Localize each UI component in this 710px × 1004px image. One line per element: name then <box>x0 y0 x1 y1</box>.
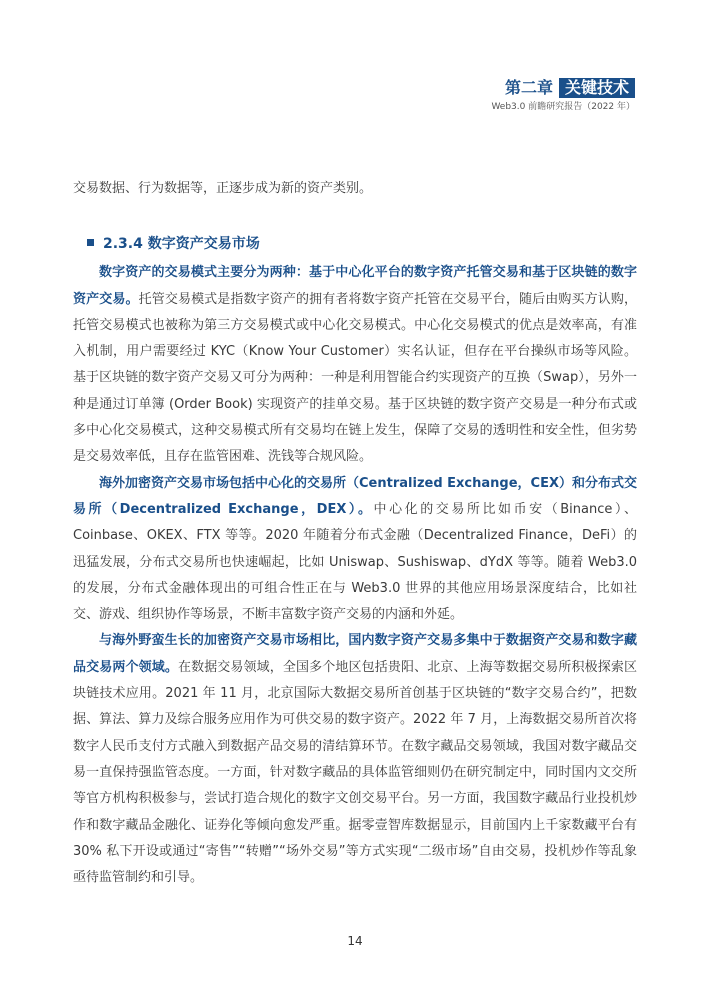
chapter-tag: 关键技术 <box>559 78 635 98</box>
report-subtitle: Web3.0 前瞻研究报告（2022 年） <box>491 102 635 112</box>
chapter-number: 第二章 <box>504 78 553 97</box>
paragraph-domestic-market <box>73 628 637 891</box>
paragraph-body: 在数据交易领域，全国多个地区包括贵阳、北京、上海等数据交易所积极探索区块链技术应用。2021 年 11 月，北京国际大数据交易所首创基于区块链的“数字交易合约”，把数据、算法、算力及综合服务应用作为可供交易的数字资产。2022 年 7 月，上海数据交易所首次将数字人民币支付方式融入到数据产品交易的清结算环节。在数字藏品交易领域，我国对数字藏品交易一直保持强监管态度。一方面，针对数字藏品的具体监管细则仍在研究制定中，同时国内文交所等官方机构积极参与，尝试打造合规化的数字文创交易平台。另一方面，我国数字藏品行业投机炒作和数字藏品金融化、证券化等倾向愈发严重。据零壹智库数据显示，目前国内上千家数藏平台有 30% 私下开设或通过“寄售”“转赠”“场外交易”等方式实现“二级市场”自由交易，投机炒作等乱象亟待监管制约和引导。 <box>73 659 637 886</box>
paragraph-overseas-exchanges <box>73 471 637 629</box>
paragraph-trading-modes <box>73 260 637 470</box>
paragraph-body: 中心化的交易所比如币安（Binance）、Coinbase、OKEX、FTX 等等。2020 年随着分布式金融（Decentralized Finance，DeFi）的迅猛发展，分布式交易所也快速崛起，比如 Uniswap、Sushiswap、dYdX 等等。随着 Web3.0 的发展，分布式金融体现出的可组合性正在与 Web3.0 世界的其他应用场景深度结合，比如社交、游戏、组织协作等场景，不断丰富数字资产交易的内涵和外延。 <box>73 501 637 623</box>
section-heading-text: 2.3.4 数字资产交易市场 <box>103 236 260 253</box>
intro-paragraph: 交易数据、行为数据等，正逐步成为新的资产类别。 <box>73 181 373 196</box>
page-body <box>73 176 637 891</box>
paragraph-lead: 数字资产的交易模式主要分为两种：基于中心化平台的数字资产托管交易和基于区块链的数字资产交易。 <box>73 265 637 307</box>
chapter-title <box>491 78 635 98</box>
page-number: 14 <box>347 934 363 948</box>
paragraph-lead: 海外加密资产交易市场包括中心化的交易所（Centralized Exchange，CEX）和分布式交易所（Decentralized Exchange，DEX）。 <box>73 475 637 517</box>
running-header <box>491 78 635 113</box>
paragraph-body: 托管交易模式是指数字资产的拥有者将数字资产托管在交易平台，随后由购买方认购，托管交易模式也被称为第三方交易模式或中心化交易模式。中心化交易模式的优点是效率高，有准入机制，用户需要经过 KYC（Know Your Customer）实名认证，但存在平台操纵市场等风险。基于区块链的数字资产交易又可分为两种：一种是利用智能合约实现资产的互换（Swap），另外一种是通过订单簿 (Order Book) 实现资产的挂单交易。基于区块链的数字资产交易是一种分布式或多中心化交易模式，这种交易模式所有交易均在链上发生，保障了交易的透明性和安全性，但劣势是交易效率低，且存在监管困难、洗钱等合规风险。 <box>73 291 637 465</box>
square-bullet-icon <box>87 239 94 246</box>
section-heading <box>73 230 637 258</box>
paragraph-lead: 与海外野蛮生长的加密资产交易市场相比，国内数字资产交易多集中于数据资产交易和数字藏品交易两个领域。 <box>73 633 637 675</box>
